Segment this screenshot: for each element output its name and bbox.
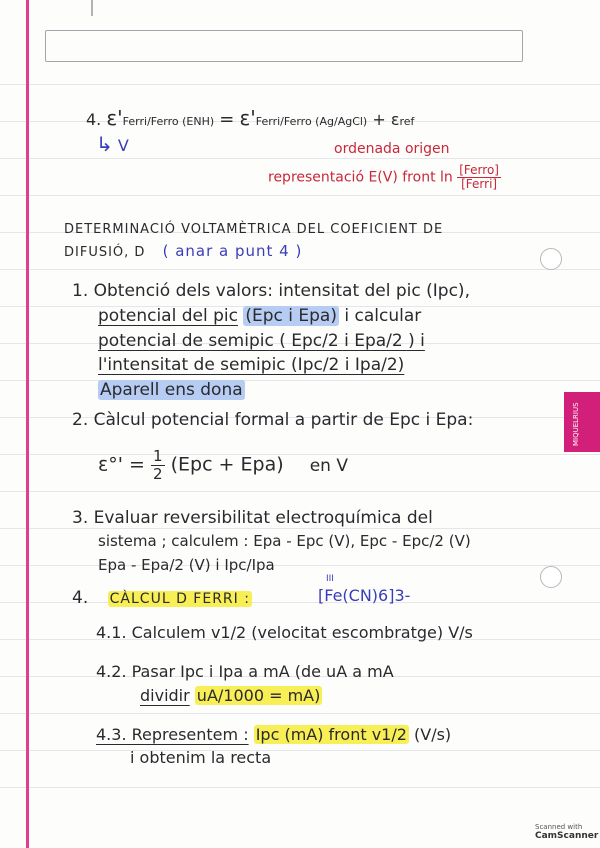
ruled-line	[0, 528, 600, 529]
step-3-line: 3. Evaluar reversibilitat electroquímica del	[72, 508, 433, 528]
heading-text: DIFUSIÓ, D	[64, 245, 146, 260]
step-1-line: l'intensitat de semipic (Ipc/2 i Ipa/2)	[98, 355, 405, 375]
step-text: i calcular	[344, 306, 422, 326]
top-mark	[91, 0, 93, 16]
ruled-line	[0, 380, 600, 381]
ruled-line	[0, 787, 600, 788]
formula-lhs: ε°' =	[98, 453, 145, 476]
unit-label: V	[117, 136, 129, 155]
step-4-heading	[72, 590, 252, 607]
ruled-line	[0, 158, 600, 159]
item4-formula-line	[86, 108, 414, 129]
fraction	[151, 448, 165, 482]
step-1-line: 1. Obtenció dels valors: intensitat del pic (Ipc),	[72, 281, 470, 301]
binder-hole	[540, 566, 562, 588]
ruled-line	[0, 269, 600, 270]
step-4-3-line	[96, 727, 451, 743]
section-heading: DETERMINACIÓ VOLTAMÈTRICA DEL COEFICIENT DE	[64, 222, 444, 237]
step-1-line: potencial de semipic ( Epc/2 i Epa/2 ) i	[98, 331, 425, 351]
step-text: 4.3. Representem :	[96, 725, 249, 744]
step-4-2-line	[140, 688, 322, 704]
watermark-brand: CamScanner	[535, 830, 599, 841]
step-4-2-line: 4.2. Pasar Ipc i Ipa a mA (de uA a mA	[96, 662, 394, 681]
fraction-numerator: 1	[153, 447, 163, 465]
curved-arrow-icon: ↳	[96, 132, 113, 156]
step-4-1-line: 4.1. Calculem v1/2 (velocitat escombratge) V/s	[96, 623, 473, 642]
fraction	[457, 164, 501, 191]
annotation-line	[268, 164, 501, 191]
subscript: Ferri/Ferro (ENH)	[122, 115, 215, 128]
highlighted-text: uA/1000 = mA)	[196, 686, 321, 705]
ruled-line	[0, 195, 600, 196]
item-number: 4.	[86, 110, 102, 129]
highlighted-text: Aparell ens dona	[100, 380, 243, 400]
chemical-formula: [Fe(CN)6]3-	[318, 586, 411, 605]
subscript: Ferri/Ferro (Ag/AgCl)	[255, 115, 368, 128]
epsilon-symbol: ε'	[106, 106, 123, 130]
formula-rhs: (Epc + Epa)	[170, 453, 284, 476]
step-text: (V/s)	[414, 725, 452, 744]
equals-sign: =	[219, 109, 235, 130]
step-4-3-line: i obtenim la recta	[130, 748, 272, 767]
fraction-denominator: 2	[153, 464, 163, 483]
highlighted-text: Ipc (mA) front v1/2	[255, 725, 407, 744]
epsilon-symbol: ε'	[239, 106, 256, 130]
fraction-denominator: [Ferri]	[461, 177, 498, 192]
ruled-line	[0, 491, 600, 492]
arrow-unit-line	[96, 134, 129, 154]
oxidation-state: III	[326, 574, 334, 584]
step-text: potencial del pic	[98, 306, 238, 326]
ruled-line	[0, 750, 600, 751]
ruled-line	[0, 565, 600, 566]
highlighted-text: (Epc i Epa)	[245, 306, 337, 326]
fraction-numerator: [Ferro]	[459, 163, 499, 177]
item-number: 4.	[72, 588, 89, 608]
step-2-line: 2. Càlcul potencial formal a partir de Epc i Epa:	[72, 410, 474, 430]
step-1-line	[98, 308, 421, 325]
annotation-line: ordenada origen	[334, 141, 450, 157]
ruled-line	[0, 713, 600, 714]
scanner-watermark	[535, 824, 598, 842]
subscript: ref	[399, 115, 415, 128]
ruled-line	[0, 84, 600, 85]
heading-note: ( anar a punt 4 )	[162, 242, 303, 260]
highlighted-heading: CÀLCUL D FERRI :	[109, 591, 250, 607]
header-box	[45, 30, 523, 62]
step-3-line: sistema ; calculem : Epa - Epc (V), Epc - Epc/2 (V)	[98, 532, 471, 550]
plus-term: + ε	[372, 110, 400, 129]
step-3-line: Epa - Epa/2 (V) i Ipc/Ipa	[98, 556, 275, 574]
unit-label: en V	[309, 455, 348, 476]
annotation-text: representació E(V) front ln	[268, 169, 453, 186]
binder-hole	[540, 248, 562, 270]
margin-line	[26, 0, 29, 848]
watermark-line: Scanned with	[535, 823, 583, 831]
section-heading	[64, 244, 302, 259]
brand-logo: MIQUELRIUS	[572, 402, 580, 446]
step-2-formula	[98, 448, 348, 482]
step-text: dividir	[140, 686, 190, 705]
step-1-line	[98, 382, 245, 399]
